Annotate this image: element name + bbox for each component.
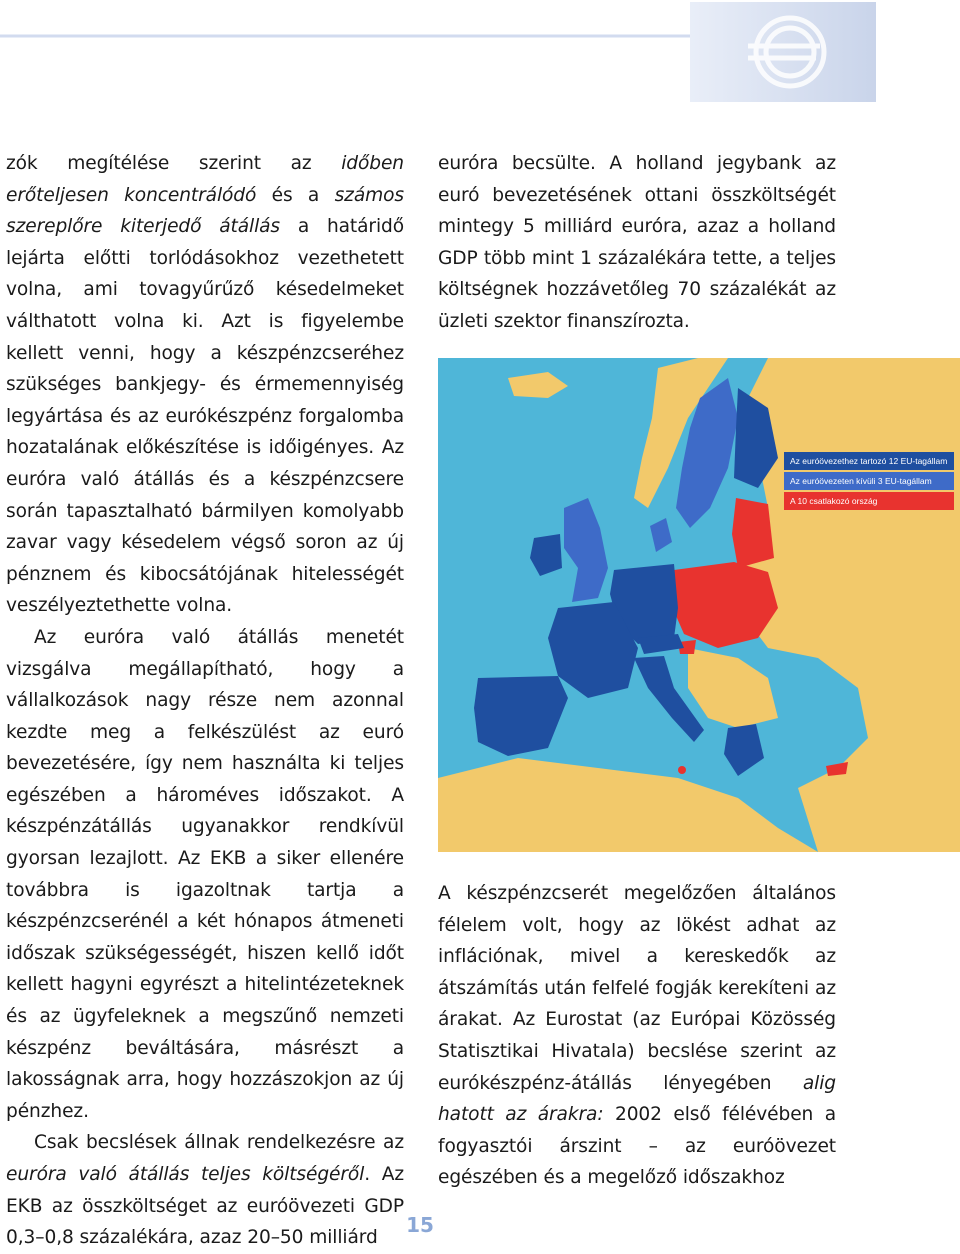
emphasis-text: euróra való átállás teljes költségéről — [6, 1164, 365, 1185]
page-number: 15 — [406, 1213, 434, 1237]
header-decoration — [0, 0, 960, 110]
emphasis-text: alig hatott az árakra: — [438, 1072, 836, 1126]
body-text: euróra becsülte. A holland jegybank az euró bevezetésének ottani összköltségét mintegy 5 milliárd euróra, azaz a holland GDP több mint 1 százalékára tette, a teljes költségnek hozzávetőleg 70 százalékát az üzleti szektor finanszírozta. — [438, 153, 836, 332]
paragraph — [438, 878, 836, 1194]
emphasis-text: időben erőteljesen koncentrálódó — [6, 153, 404, 206]
legend-label: Az euróövezethez tartozó 12 EU-tagállam — [790, 456, 948, 466]
legend-label: Az euróövezeten kívüli 3 EU-tagállam — [790, 476, 932, 486]
right-column-bottom — [438, 878, 836, 1194]
body-text: a határidő lejárta előtti torlódásokhoz vezethetett volna, ami tovagyűrűző késedelmeket válthatott volna ki. Azt is figyelembe kellett venni, hogy a készpénzcseréhez szükséges bankjegy- és érmemennyiség legyártása és az eurókészpénz forgalomba hozatalának előkészítése is időigényes. Az euróra való átállás és a készpénzcsere során tapasztalható bármilyen komolyabb zavar vagy késedelem végső soron az új pénznem és kibocsátójának hitelességét veszélyeztethette volna. — [6, 216, 404, 617]
emphasis-text: számos szereplőre kiterjedő átállás — [6, 184, 404, 238]
left-column — [6, 148, 404, 1254]
map-malta — [678, 766, 686, 774]
body-text: A készpénzcserét megelőzően általános félelem volt, hogy az lökést adhat az inflációnak, mivel a kereskedők az átszámítás után felfelé fogják kerekíteni az árakat. Az Eurostat (az Európai Közösség Statisztikai Hivatala) becslése szerint az eurókészpénz-átállás lényegében — [438, 883, 836, 1094]
right-column-top — [438, 148, 836, 338]
paragraph — [6, 622, 404, 1128]
map-baltics — [732, 498, 774, 568]
paragraph — [6, 1127, 404, 1253]
body-text: . Az EKB az összköltséget az euróövezeti GDP 0,3–0,8 százalékára, azaz 20–50 milliárd — [6, 1164, 405, 1249]
legend-label: A 10 csatlakozó ország — [790, 496, 878, 506]
europe-map — [438, 358, 960, 852]
paragraph — [6, 148, 404, 622]
paragraph — [438, 148, 836, 338]
body-text: és a — [256, 184, 335, 206]
body-text: Az euróra való átállás menetét vizsgálva megállapítható, hogy a vállalkozások nagy része nem azonnal kezdte meg a felkészülést az euró bevezetésére, így nem használta ki teljes egészében a hároméves időszakot. A készpénzátállás ugyanakkor rendkívül gyorsan lezajlott. Az EKB a siker ellenére továbbra is igazoltnak tartja a készpénzcserénél a két hónapos átmeneti időszak szükségességét, hiszen kellő időt kellett hagyni egyrészt a hitelintézeteknek és az ügyfeleknek a megszűnő nemzeti készpénz beváltására, másrészt a lakosságnak arra, hogy hozzászokjon az új pénzhez. — [6, 626, 404, 1122]
body-text: zók megítélése szerint az — [6, 153, 342, 174]
body-text: 2002 első félévében a fogyasztói árszint – az euróövezet egészében és a megelőző időszakhoz — [438, 1104, 836, 1189]
map-legend — [784, 452, 954, 510]
body-text: Csak becslések állnak rendelkezésre az — [34, 1132, 404, 1154]
